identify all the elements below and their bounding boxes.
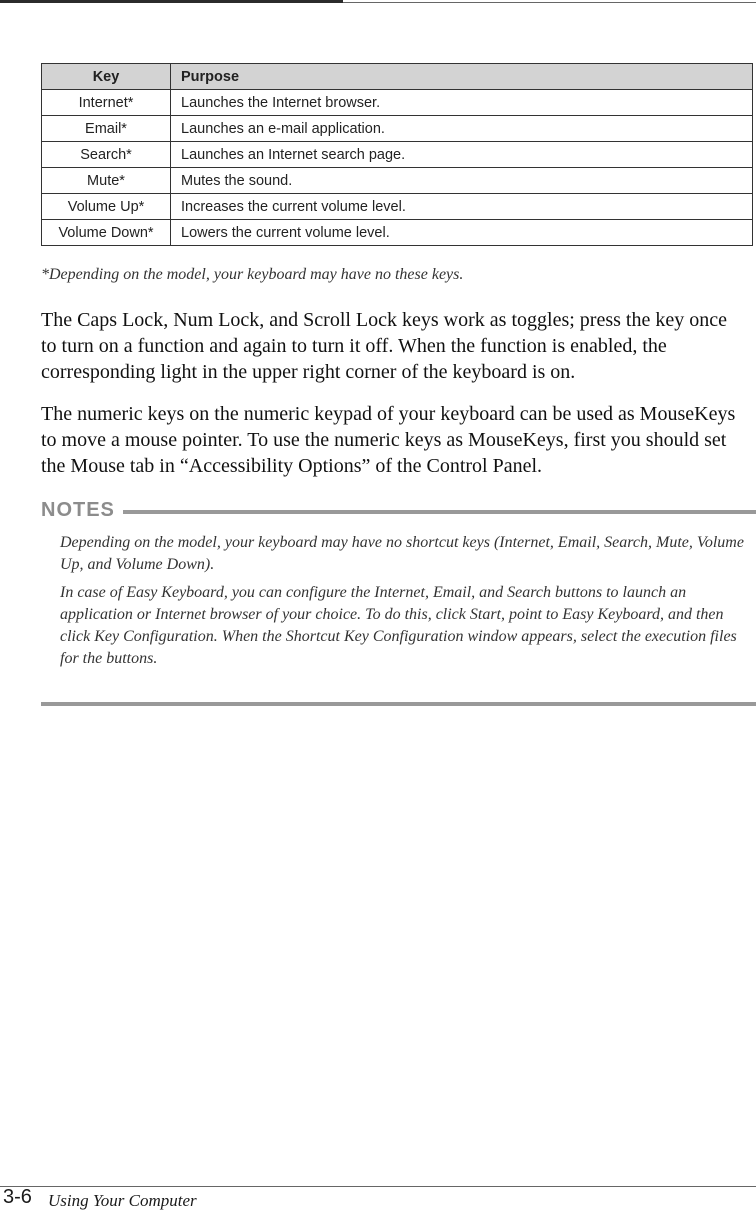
purpose-cell: Launches an e-mail application. (171, 116, 753, 142)
purpose-cell: Lowers the current volume level. (171, 220, 753, 246)
header-rule-dark (0, 0, 343, 3)
table-row (42, 220, 753, 246)
toggle-keys-paragraph: The Caps Lock, Num Lock, and Scroll Lock keys work as toggles; press the key once to turn on a function and again to turn it off. When the function is enabled, the corresponding light in the upper right corner of the keyboard is on. (41, 309, 727, 383)
purpose-cell: Increases the current volume level. (171, 194, 753, 220)
key-cell: Email* (42, 116, 171, 142)
table-row (42, 168, 753, 194)
key-cell: Internet* (42, 90, 171, 116)
notes-top-rule (123, 510, 756, 514)
key-cell: Volume Down* (42, 220, 171, 246)
column-header-purpose: Purpose (171, 64, 753, 90)
notes-bottom-rule (41, 702, 756, 706)
footer-rule (0, 1186, 756, 1187)
purpose-cell: Launches an Internet search page. (171, 142, 753, 168)
header-rule-light (343, 2, 756, 3)
table-row (42, 116, 753, 142)
table-header-row (42, 64, 753, 90)
purpose-cell: Mutes the sound. (171, 168, 753, 194)
page-number: 3-6 (3, 1186, 32, 1208)
note-item: Depending on the model, your keyboard may have no shortcut keys (Internet, Email, Search, Mute, Volume Up, and Volume Down). (60, 534, 744, 573)
key-cell: Volume Up* (42, 194, 171, 220)
notes-heading: NOTES (41, 499, 115, 521)
column-header-key: Key (42, 64, 171, 90)
table-footnote: *Depending on the model, your keyboard may have no these keys. (41, 266, 464, 283)
note-item: In case of Easy Keyboard, you can configure the Internet, Email, and Search buttons to launch an application or Internet browser of your choice. To do this, click Start, point to Easy Keyboard, and then click Key Configuration. When the Shortcut Key Configuration window appears, select the execution files for the buttons. (60, 584, 737, 667)
table-row (42, 142, 753, 168)
mousekeys-paragraph: The numeric keys on the numeric keypad of your keyboard can be used as MouseKeys to move a mouse pointer. To use the numeric keys as MouseKeys, first you should set the Mouse tab in “Accessibility Options” of the Control Panel. (41, 403, 736, 477)
table-row (42, 194, 753, 220)
footer-section-title: Using Your Computer (48, 1191, 197, 1210)
key-cell: Search* (42, 142, 171, 168)
shortcut-keys-table (41, 63, 753, 246)
purpose-cell: Launches the Internet browser. (171, 90, 753, 116)
key-cell: Mute* (42, 168, 171, 194)
table-row (42, 90, 753, 116)
